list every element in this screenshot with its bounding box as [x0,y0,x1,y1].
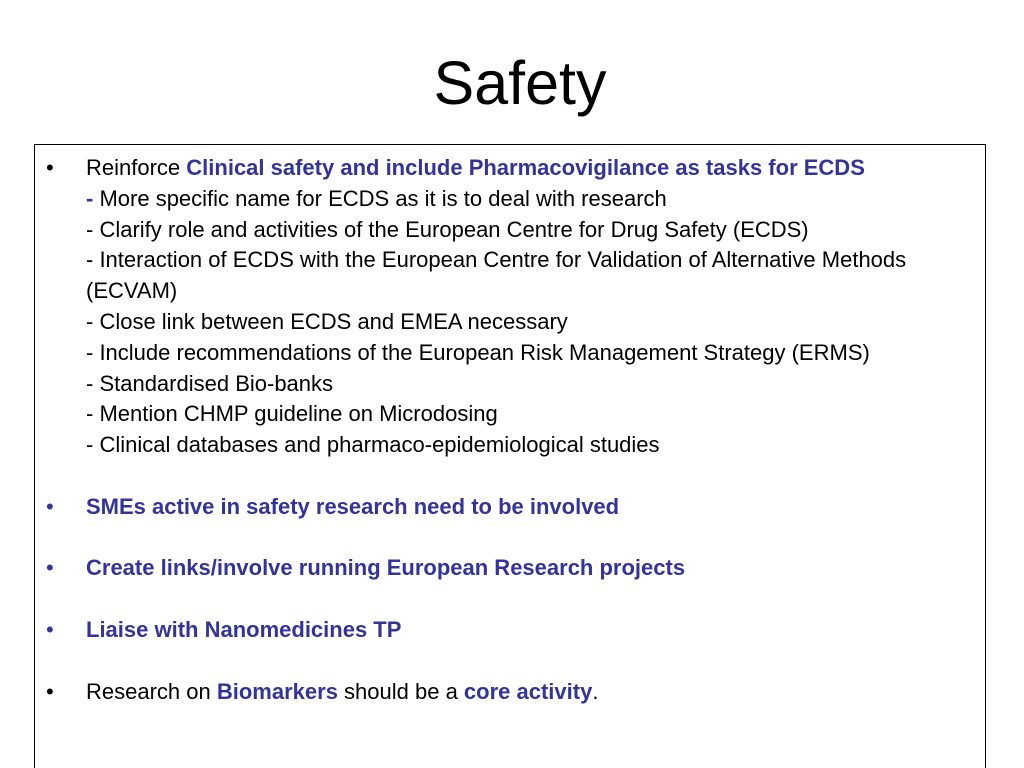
bullet-marker: • [46,678,54,704]
bullet-marker: • [46,555,54,581]
bullet-marker: • [46,155,54,180]
sub-item-specific-name: - More specific name for ECDS as it is to deal with research [86,185,667,211]
bullet-smes [35,492,987,523]
content-box [34,144,986,768]
bullet-marker: • [46,493,54,519]
sub-item-bio-banks: - Standardised Bio-banks [86,370,334,396]
slide-title: Safety [433,49,607,117]
bullet-nanomedicines [35,615,987,646]
bullet-marker: • [46,616,54,642]
sub-item-clinical-databases: - Clinical databases and pharmaco-epidemiological studies [86,432,660,458]
bullet-list [35,153,987,707]
bullet-reinforce-clinical-safety [35,153,987,461]
bullet-create-links [35,553,987,584]
sub-item-interaction-ecvam: - Interaction of ECDS with the European Centre for Validation of Alternative Methods (ECVAM) [86,247,907,304]
bullet-prefix: Reinforce [86,155,187,180]
highlight-biomarkers: Biomarkers [216,678,338,704]
sub-item-dash: - [86,185,100,211]
bullet-highlight: Clinical safety and include Pharmacovigilance as tasks for ECDS [186,155,865,180]
bullet-biomarkers: • Research on Biomarkers should be a core activity. [35,677,987,708]
sub-item-microdosing: - Mention CHMP guideline on Microdosing [86,401,498,427]
sub-item-close-link: - Close link between ECDS and EMEA necessary [86,308,568,334]
bullet-text: Create links/involve running European Research projects [86,555,686,581]
sub-item-erms: - Include recommendations of the European Risk Management Strategy (ERMS) [86,339,870,365]
highlight-core-activity: core activity [463,678,593,704]
sub-item-clarify-role: - Clarify role and activities of the European Centre for Drug Safety (ECDS) [86,216,809,242]
bullet-text: Liaise with Nanomedicines TP [86,616,402,642]
bullet-text: SMEs active in safety research need to be involved [86,493,620,519]
